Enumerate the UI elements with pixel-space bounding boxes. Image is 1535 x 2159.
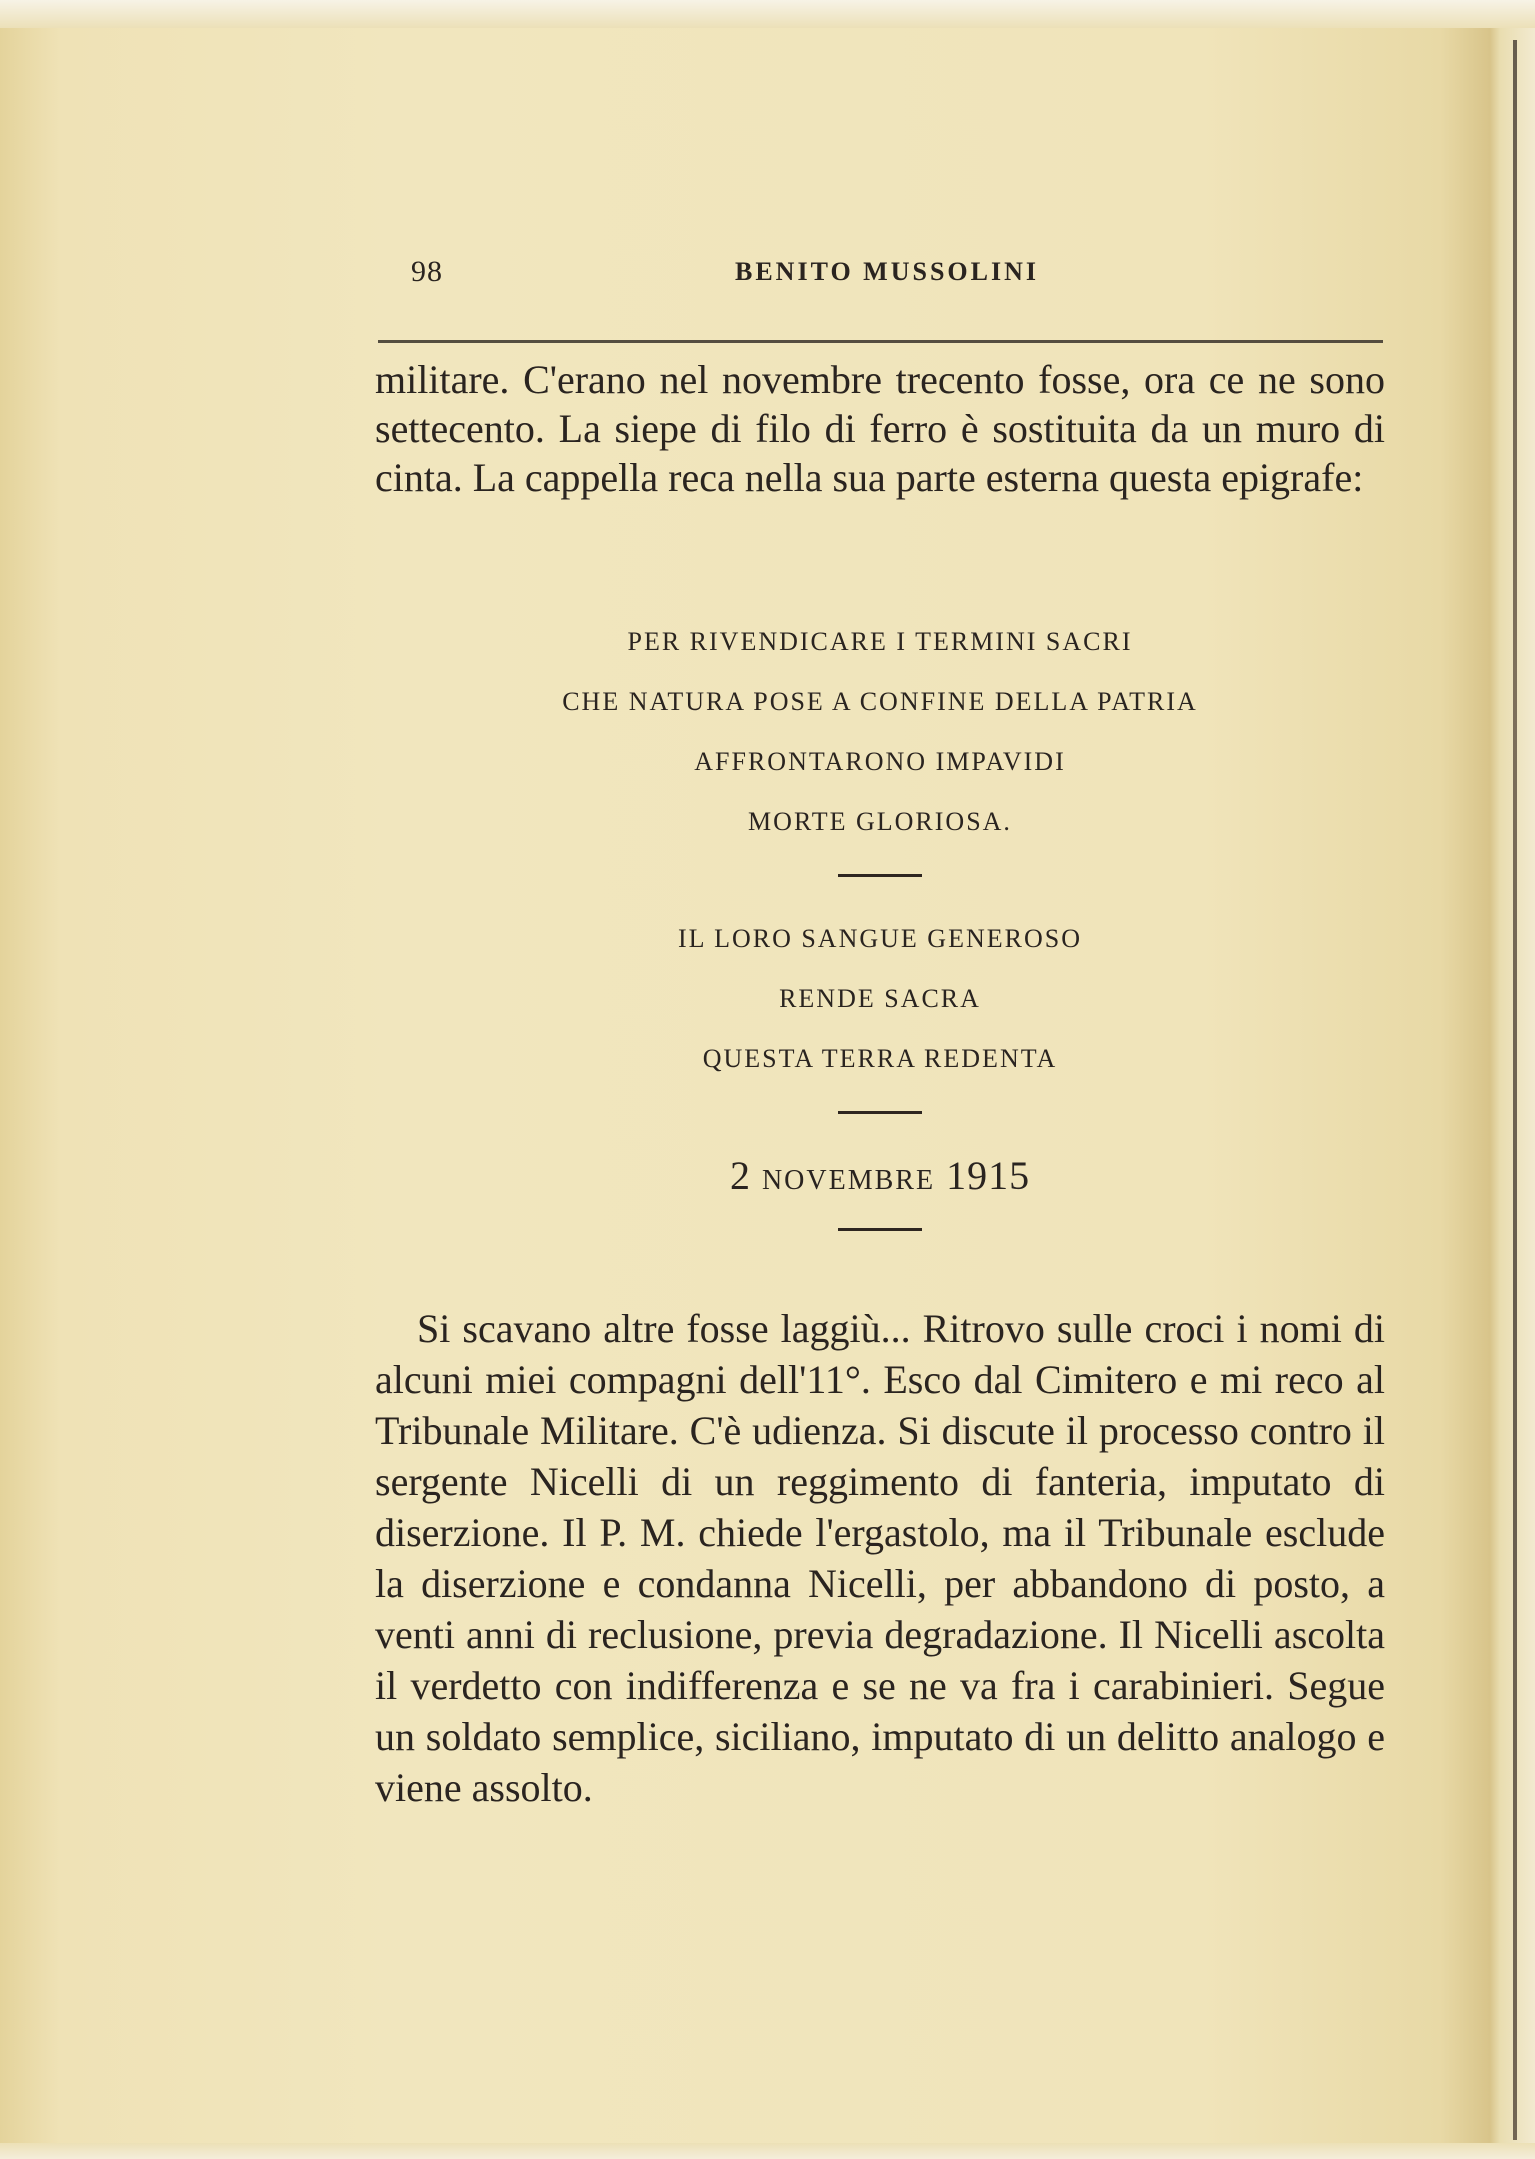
epigraph-line: RENDE SACRA — [779, 984, 981, 1013]
epigraph-divider — [838, 1111, 922, 1114]
epigraph-line: QUESTA TERRA REDENTA — [702, 1044, 1058, 1073]
epigraph-line: MORTE GLORIOSA. — [748, 807, 1012, 836]
paragraph-2: Si scavano altre fosse laggiù... Ritrovo sulle croci i nomi di alcuni miei compagni dell'11°. Esco dal Cimitero e mi reco al Tribunale Militare. C'è udienza. Si discute il processo contro il sergente Nicelli di un reggimento di fanteria, imputato di diserzione. Il P. M. chiede l'ergastolo, ma il Tribunale esclude la diserzione e condanna Nicelli, per abbandono di posto, a venti anni di reclusione, previa degradazione. Il Nicelli ascolta il verdetto con indifferenza e se ne va fra i carabinieri. Segue un soldato semplice, siciliano, imputato di un delitto analogo e viene assolto. — [375, 1306, 1385, 1810]
epigraph-line: CHE NATURA POSE A CONFINE DELLA PATRIA — [562, 687, 1198, 716]
epigraph-date — [375, 1146, 1385, 1206]
epigraph-divider — [838, 1228, 922, 1231]
page-number: 98 — [411, 255, 443, 288]
page-top-edge — [0, 0, 1535, 28]
running-head — [375, 255, 1385, 295]
epigraph-line: PER RIVENDICARE I TERMINI SACRI — [627, 627, 1133, 656]
running-head-title: BENITO MUSSOLINI — [735, 257, 1039, 286]
book-spine-edge — [1513, 40, 1517, 2140]
page-bottom-edge — [0, 2143, 1535, 2159]
epigraph-line: IL LORO SANGUE GENEROSO — [678, 924, 1082, 953]
date-year: 1915 — [946, 1153, 1031, 1198]
header-rule — [378, 340, 1383, 343]
epigraph — [375, 612, 1385, 1263]
epigraph-divider — [838, 874, 922, 877]
paragraph-1: militare. C'erano nel novembre trecento fosse, ora ce ne sono settecento. La siepe di filo di ferro è sostituita da un muro di cinta. La cappella reca nella sua parte esterna questa epigrafe: — [375, 357, 1385, 500]
date-month: NOVEMBRE — [761, 1165, 936, 1196]
date-day: 2 — [729, 1153, 751, 1198]
epigraph-line: AFFRONTARONO IMPAVIDI — [694, 747, 1066, 776]
